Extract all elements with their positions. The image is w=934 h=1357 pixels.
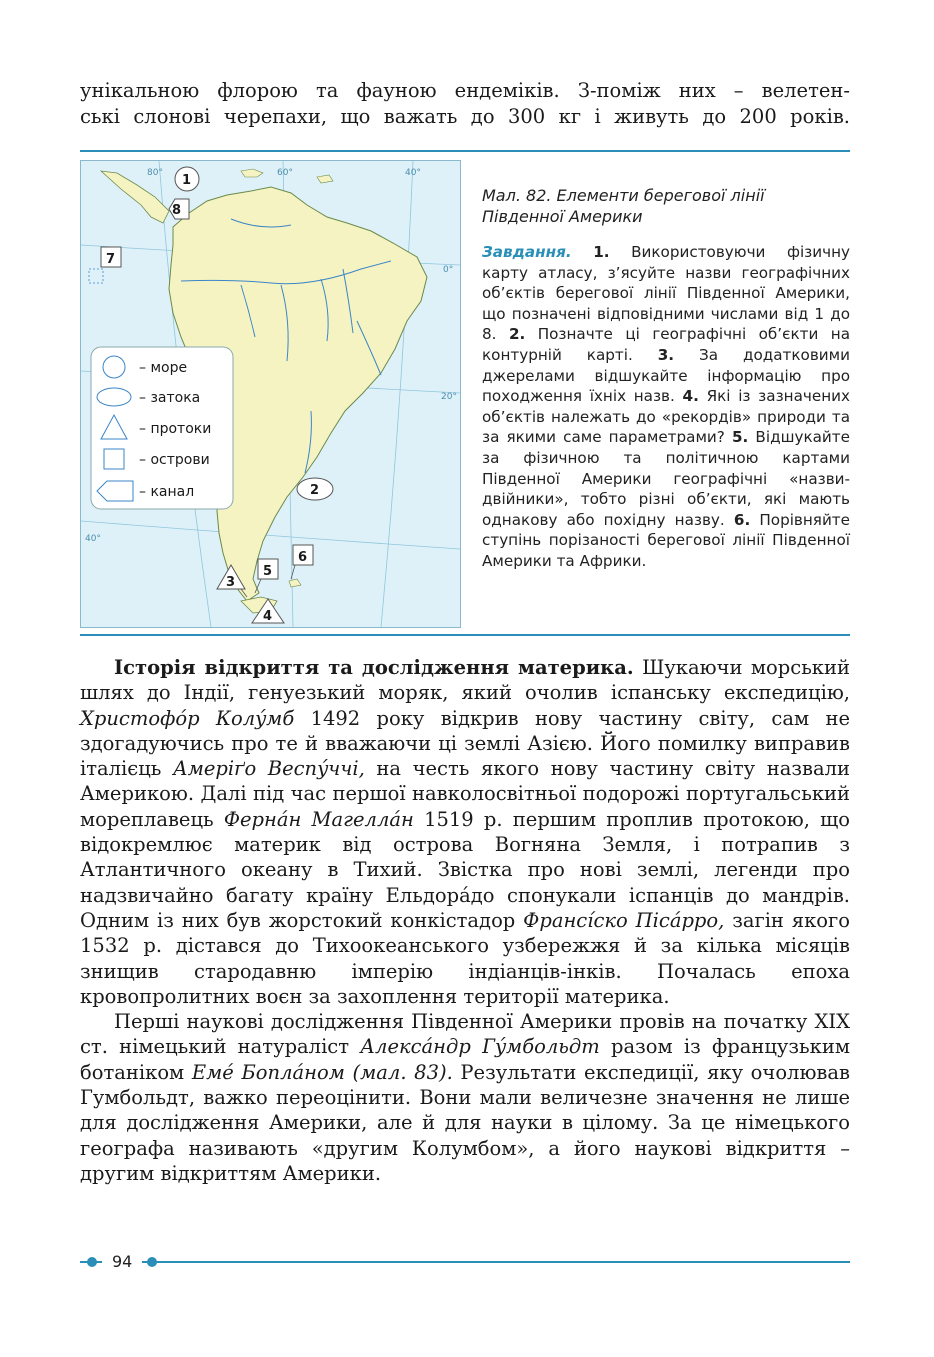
task-label: Завдання. (482, 243, 572, 261)
name-humboldt: Алексáндр Гýмбольдт (360, 1035, 600, 1059)
intro-line-1: унікальною флорою та фауною ендеміків. З-поміж них – велетен- (80, 79, 850, 102)
paragraph-humboldt (80, 1009, 850, 1186)
task-text-2: Позначте ці географічні об’єкти на контурній карті. (482, 325, 851, 364)
text-run: Шукаючи морський шлях до Індії, генуезький моряк, який очолив іспанську експедицію, (80, 656, 850, 705)
marker-6: 6 (298, 550, 308, 565)
figure-caption (482, 185, 850, 227)
task-num-2: 2. (508, 325, 526, 344)
marker-5: 5 (263, 564, 273, 579)
page-number: 94 (112, 1252, 133, 1271)
name-columbus: Христофóр Колýмб (80, 706, 295, 730)
lat-label-20: 20° (441, 392, 457, 402)
galapagos-area (89, 269, 103, 283)
meridian-40 (381, 161, 413, 627)
task-text-1: Використовуючи фізичну карту атласу, з’ясуйте назви географічних об’єктів берегової лінії Південної Америки, що позначені відповідними числами від 1 до 8. (482, 243, 850, 344)
falkland-islands (289, 579, 301, 587)
legend-square-icon (104, 449, 124, 469)
intro-line-2: ські слонові черепахи, що важать до 300 кг і живуть до 200 років. (80, 105, 850, 128)
task-num-6: 6. (733, 510, 751, 529)
lon-label-80: 80° (147, 168, 163, 178)
legend-label-sea: – море (139, 360, 188, 376)
caption-line-2: Південної Америки (482, 207, 643, 226)
name-pizarro: Франсíско Пісáрро, (523, 908, 725, 932)
lat-label-40: 40° (85, 534, 101, 544)
text-run: разом із французьким ботаніком (80, 1035, 851, 1084)
marker-3: 3 (226, 575, 236, 590)
legend-ellipse-icon (97, 388, 131, 406)
task-text-5: Відшукайте за фізичною та політичною картами Південної Америки географічні «назви-двійники», тобто різні об’єкти, які мають однакову або похідну назву. (482, 428, 850, 529)
legend-label-island: – острови (139, 452, 210, 468)
task-num-1: 1. (593, 243, 610, 261)
task-text-3: За додатковими джерелами відшукайте інформацію про походження їхніх назв. (482, 345, 851, 406)
caribbean-island (241, 169, 263, 177)
legend-circle-icon (103, 356, 125, 378)
legend-label-channel: – канал (139, 484, 195, 500)
text-run: Результати експедиції, яку очолював Гумбольдт, важко переоцінити. Вони мали величезне значення не лише для дослідження Америки, але й для науки в цілому. За це німецького географа називають «другим Колумбом», а його наукові відкриття – другим відкриттям Америки. (80, 1060, 851, 1185)
text-run: на честь якого нову частину світу назвали Америкою. Далі під час першої навколосвітньої подорожі португальський мореплавець (80, 757, 850, 831)
central-america-land (101, 171, 169, 223)
section-heading: Історія відкриття та дослідження материка. (114, 656, 634, 679)
marker-7: 7 (106, 252, 116, 267)
text-run: загін якого 1532 р. дістався до Тихоокеанського узбережжя й за кілька місяців знищив стародавню імперію індіанців-інків. Почалась епоха кровопролитних воєн за захоплення території материка. (80, 908, 850, 1008)
footer-ornament (80, 1252, 850, 1272)
legend-label-strait: – протоки (139, 421, 212, 437)
south-america-map (80, 160, 461, 628)
name-magellan: Фернáн Магеллáн (223, 807, 414, 831)
caption-line-1: Мал. 82. Елементи берегової лінії (482, 186, 765, 205)
marker-2: 2 (310, 483, 320, 498)
name-vespucci: Амеріґо Веспýччі, (172, 757, 365, 781)
caribbean-island-2 (317, 175, 333, 183)
lon-label-60: 60° (277, 168, 293, 178)
marker-1: 1 (182, 173, 192, 188)
task-num-3: 3. (657, 345, 675, 364)
map-svg (81, 161, 460, 627)
paragraph-history (80, 655, 850, 1009)
section-rule (80, 634, 850, 636)
marker-4: 4 (263, 609, 273, 624)
lat-label-0: 0° (443, 265, 454, 275)
task-block (482, 242, 850, 572)
footer-dot-left (87, 1257, 97, 1267)
text-run: 1519 р. першим проплив протокою, що відокремлює материк від острова Вогняна Земля, і потрапив з Атлантичного океану в Тихий. Звістка про нові землі, легенди про надзвичайно багату країну Ельдорáдо спонукали іспанців до мандрів. Одним із них був жорстокий конкістадор (80, 807, 851, 932)
intro-paragraph (80, 78, 850, 130)
legend-label-bay: – затока (139, 390, 201, 406)
map-legend (91, 347, 233, 509)
task-text-4: Які із зазначених об’єктів належать до «рекордів» природи та за якими саме параметрами? (482, 387, 850, 447)
main-text (80, 655, 850, 1186)
text-run: 1492 року відкрив нову частину світу, сам не здогадуючись про те й вважаючи ці землі Азією. Його помилку виправив італієць (80, 706, 850, 781)
top-rule (80, 150, 850, 152)
task-text-6: Порівняйте ступінь порізаності берегової лінії Південної Америки та Африки. (482, 510, 851, 570)
name-bonpland: Емé Боплáном (мал. 83). (191, 1060, 453, 1084)
task-num-5: 5. (731, 428, 749, 447)
task-num-4: 4. (682, 387, 699, 406)
text-run: Перші наукові дослідження Південної Америки провів на початку XIX ст. німецький натураліст (80, 1010, 850, 1059)
lon-label-40: 40° (405, 168, 421, 178)
page-footer (80, 1252, 850, 1272)
marker-8: 8 (172, 203, 182, 218)
